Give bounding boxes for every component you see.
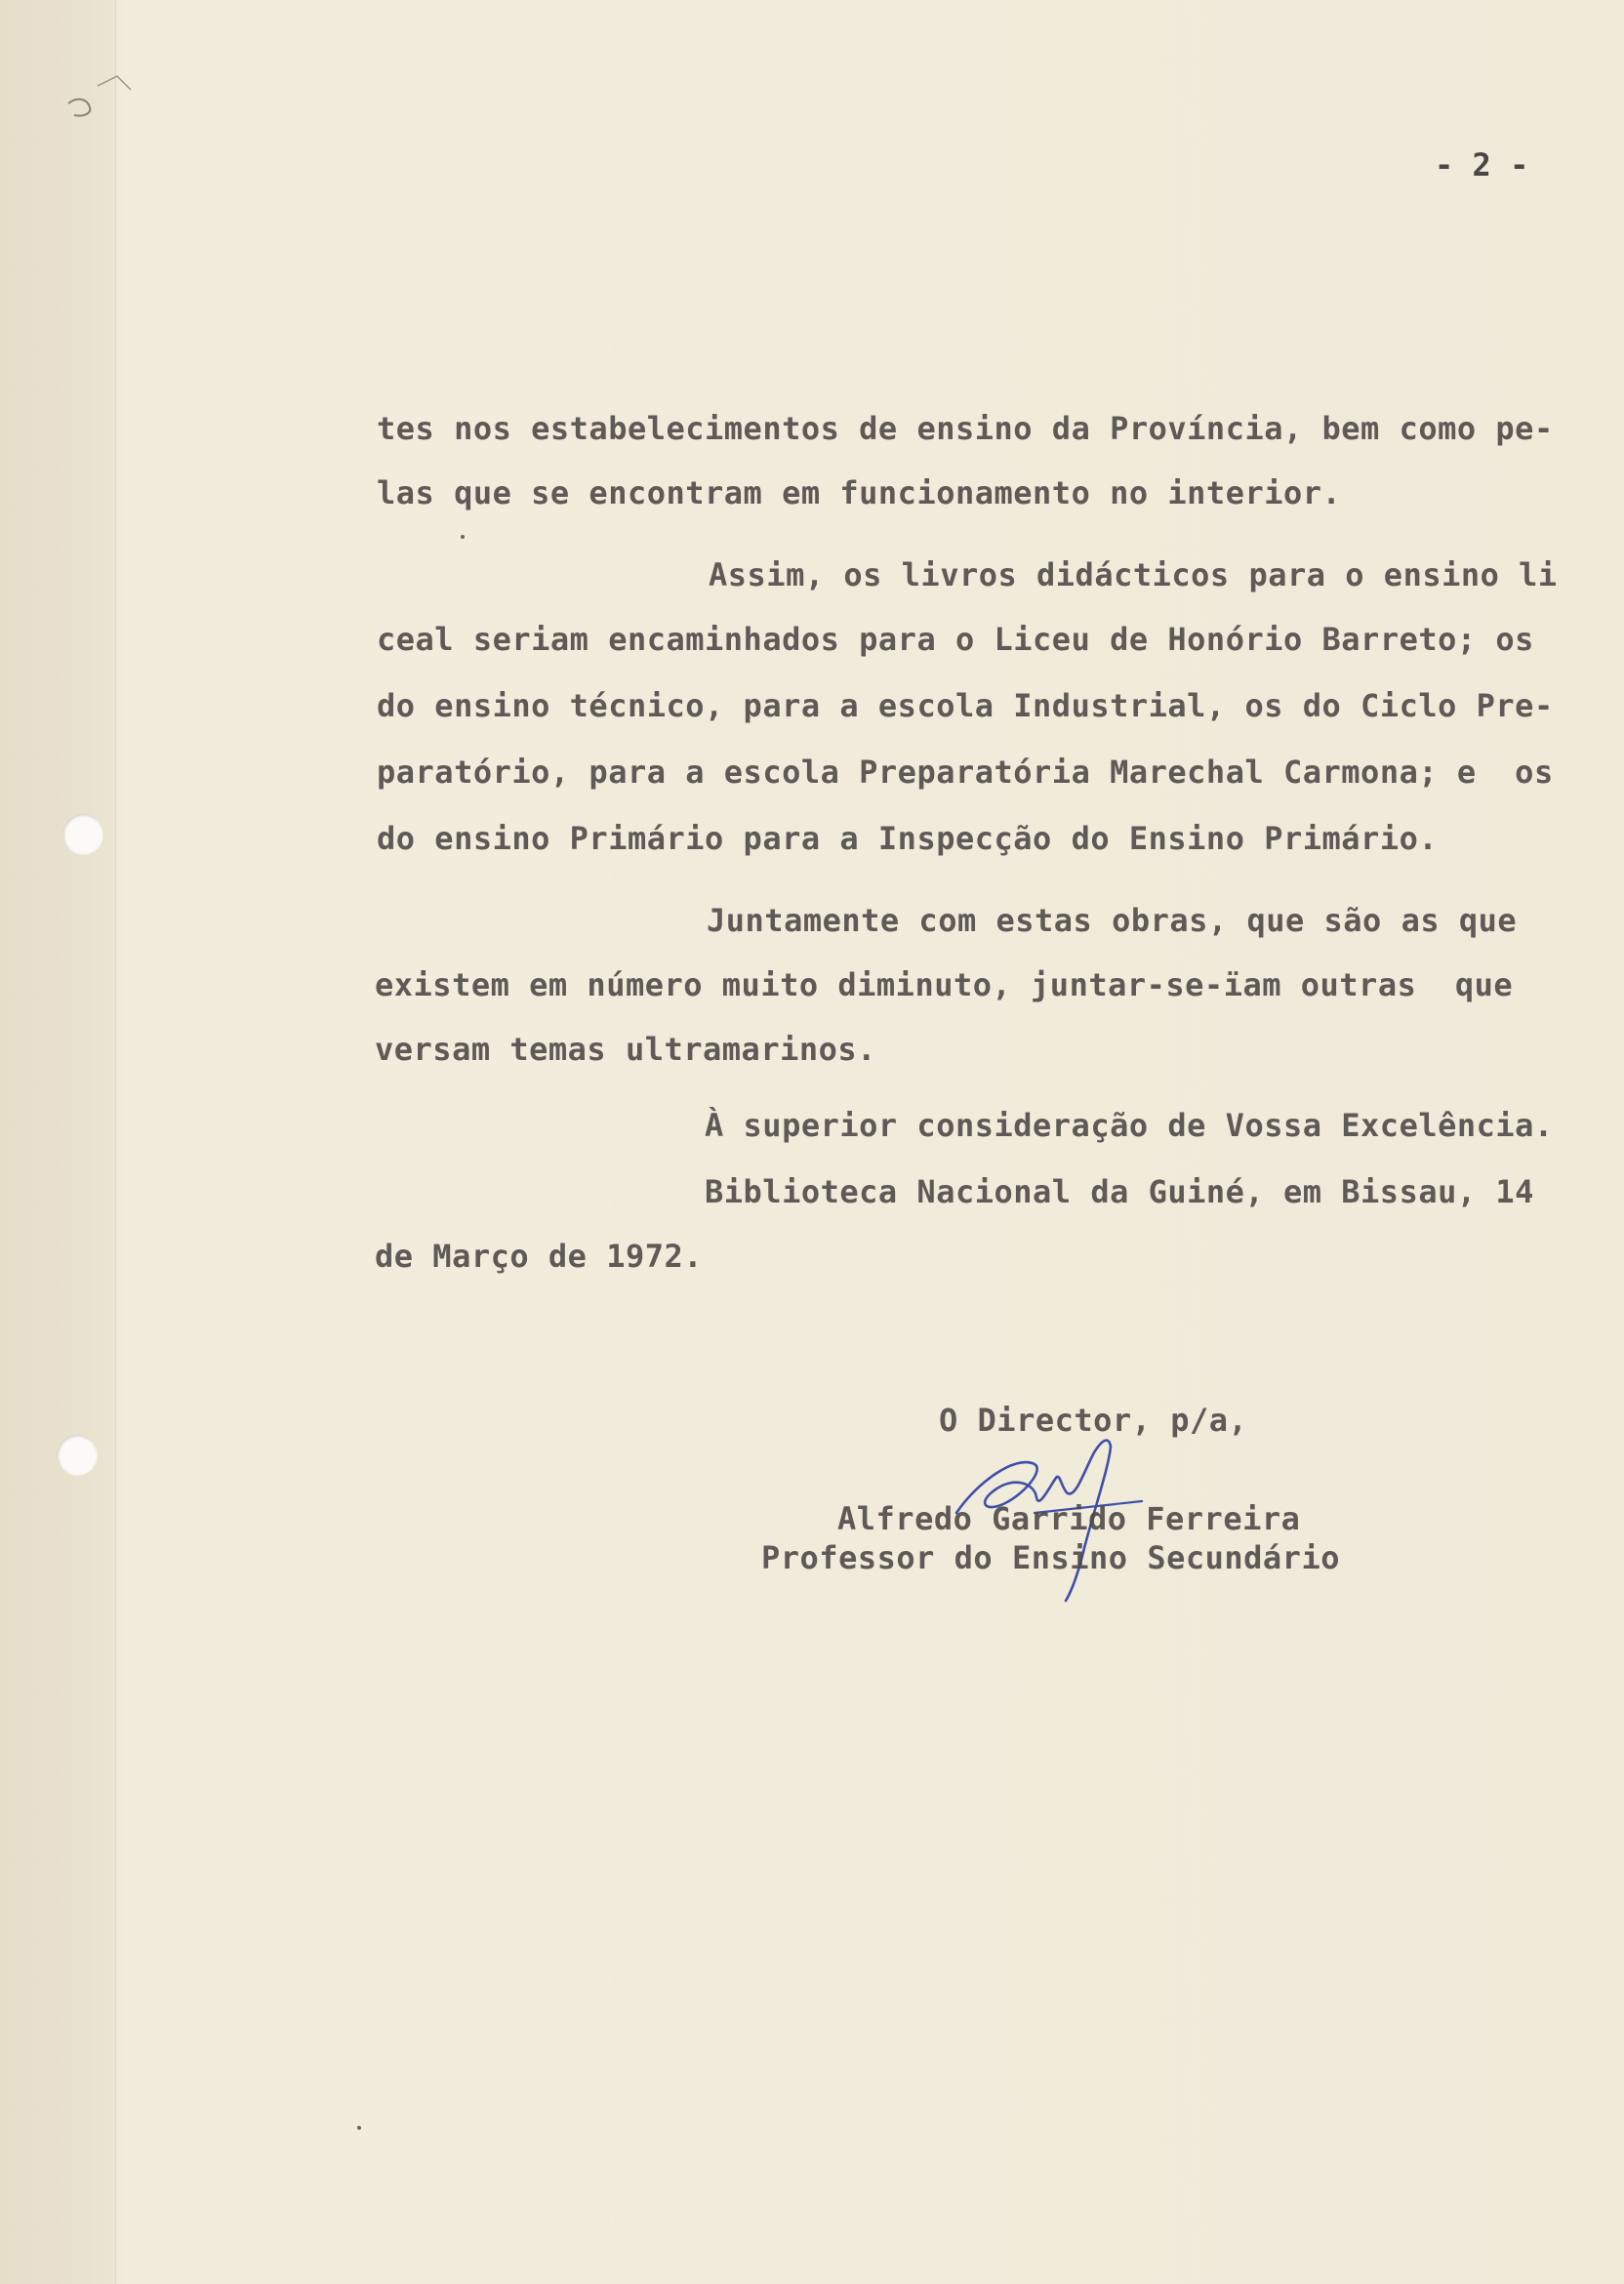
body-line-2: las que se encontram em funcionamento no interior. (377, 474, 1342, 511)
body-line-1: tes nos estabelecimentos de ensino da Província, bem como pe- (377, 410, 1554, 447)
body-line-7: do ensino Primário para a Inspecção do Ensino Primário. (377, 820, 1439, 857)
signatory-title: Professor do Ensino Secundário (761, 1539, 1340, 1576)
closing-line-2: Biblioteca Nacional da Guiné, em Bissau, 14 (705, 1173, 1534, 1210)
punch-hole-top (62, 814, 103, 855)
body-line-10: versam temas ultramarinos. (375, 1031, 876, 1068)
binding-margin (0, 0, 116, 2284)
signatory-name: Alfredo Garrido Ferreira (837, 1500, 1301, 1537)
body-line-6: paratório, para a escola Preparatória Marechal Carmona; e os (377, 754, 1554, 791)
body-line-4: ceal seriam encaminhados para o Liceu de Honório Barreto; os (377, 621, 1534, 658)
signatory-role: O Director, p/a, (939, 1402, 1248, 1439)
body-line-8: Juntamente com estas obras, que são as que (707, 902, 1518, 939)
punch-hole-bottom (57, 1435, 98, 1476)
body-line-3: Assim, os livros didácticos para o ensino li (709, 556, 1558, 593)
date-line: de Março de 1972. (375, 1238, 704, 1275)
body-line-5: do ensino técnico, para a escola Industrial, os do Ciclo Pre- (377, 687, 1554, 724)
stray-mark-2 (357, 2126, 361, 2130)
page-number: - 2 - (1435, 146, 1529, 184)
corner-pencil-mark (61, 57, 158, 125)
closing-line-1: À superior consideração de Vossa Excelência. (705, 1107, 1554, 1144)
body-line-9: existem em número muito diminuto, juntar-se-ïam outras que (375, 966, 1514, 1003)
stray-mark-1 (461, 535, 465, 539)
